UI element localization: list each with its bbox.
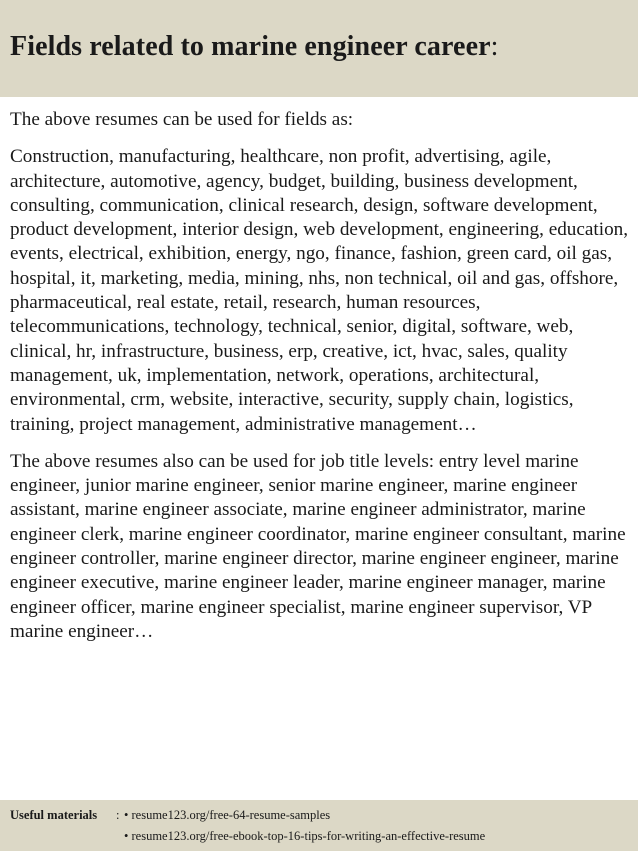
page-title <box>10 31 499 63</box>
useful-materials-label: Useful materials <box>10 808 98 822</box>
intro-text: The above resumes can be used for fields as: <box>10 109 354 130</box>
main-content <box>10 108 632 644</box>
page-title-colon: : <box>490 31 499 62</box>
page-title-text: Fields related to marine engineer career <box>10 31 491 62</box>
resume-samples-link[interactable]: • resume123.org/free-64-resume-samples <box>124 808 331 822</box>
job-levels-text: The above resumes also can be used for job title levels: entry level marine engineer, junior marine engineer, senior marine engineer, marine engineer assistant, marine engineer associate, marine engineer administrator, marine engineer clerk, marine engineer coordinator, marine engineer consultant, marine engineer controller, marine engineer director, marine engineer engineer, marine engineer executive, marine engineer leader, marine engineer manager, marine engineer officer, marine engineer specialist, marine engineer supervisor, VP marine engineer… <box>10 450 626 642</box>
fields-list-text: Construction, manufacturing, healthcare, non profit, advertising, agile, architecture, automotive, agency, budget, building, business development, consulting, communication, clinical research, design, software development, product development, interior design, web development, engineering, education, events, electrical, exhibition, energy, ngo, finance, fashion, green card, oil gas, hospital, it, marketing, media, mining, nhs, non technical, oil and gas, offshore, pharmaceutical, real estate, retail, research, human resources, telecommunications, technology, technical, senior, digital, software, web, clinical, hr, infrastructure, business, erp, creative, ict, hvac, sales, quality management, uk, implementation, network, operations, architectural, environmental, crm, website, interactive, security, supply chain, logistics, training, project management, administrative management… <box>10 146 629 435</box>
ebook-tips-link[interactable]: • resume123.org/free-ebook-top-16-tips-for-writing-an-effective-resume <box>124 829 486 843</box>
useful-materials-colon: : <box>116 808 120 822</box>
